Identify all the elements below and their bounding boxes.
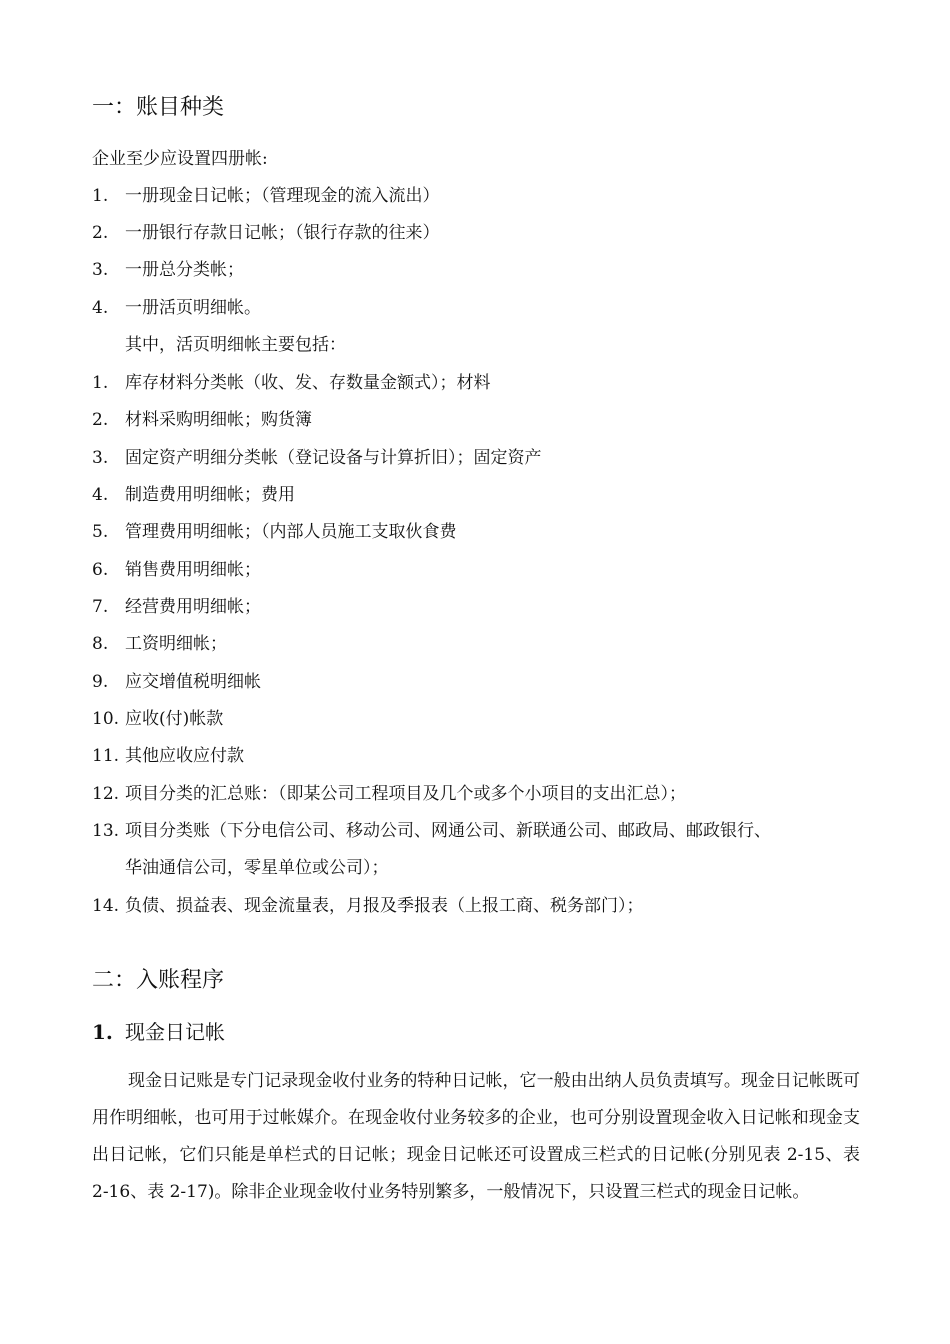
list-text: 应收(付)帐款 bbox=[125, 709, 224, 729]
list-number: 8. bbox=[92, 634, 109, 654]
list-item bbox=[92, 707, 223, 731]
list-text: 一册银行存款日记帐；（银行存款的往来） bbox=[125, 223, 440, 243]
list-number: 1. bbox=[92, 186, 109, 206]
list-item bbox=[92, 670, 261, 694]
list-item bbox=[92, 782, 686, 806]
subsection-number: 1. bbox=[92, 1020, 113, 1044]
section-1-heading: 一：账目种类 bbox=[92, 95, 225, 120]
list-item bbox=[92, 221, 440, 245]
list-text: 库存材料分类帐（收、发、存数量金额式）；材料 bbox=[125, 373, 491, 393]
list-number: 2. bbox=[92, 223, 109, 243]
list-number: 10. bbox=[92, 709, 120, 729]
list-text: 负债、损益表、现金流量表，月报及季报表（上报工商、税务部门）； bbox=[125, 896, 644, 916]
list-text: 项目分类账（下分电信公司、移动公司、网通公司、新联通公司、邮政局、邮政银行、 bbox=[125, 821, 771, 841]
list-item bbox=[92, 632, 227, 656]
list-item-continuation bbox=[92, 856, 389, 880]
list-item bbox=[92, 296, 261, 320]
list-text: 经营费用明细帐； bbox=[125, 597, 261, 617]
section-2-heading: 二：入账程序 bbox=[92, 968, 225, 993]
list-item bbox=[92, 408, 312, 432]
list-number: 13. bbox=[92, 821, 120, 841]
list-number: 3. bbox=[92, 448, 109, 468]
list-text: 管理费用明细帐；（内部人员施工支取伙食费 bbox=[125, 522, 457, 542]
list-text: 材料采购明细帐；购货簿 bbox=[125, 410, 312, 430]
list-number: 4. bbox=[92, 485, 109, 505]
sub-intro: 其中，活页明细帐主要包括： bbox=[125, 335, 346, 355]
list-number: 5. bbox=[92, 522, 109, 542]
body-paragraph: 现金日记账是专门记录现金收付业务的特种日记帐，它一般由出纳人员负责填写。现金日记帐既可用作明细帐，也可用于过帐媒介。在现金收付业务较多的企业，也可分别设置现金收入日记帐和现金支出日记帐，它们只能是单栏式的日记帐；现金日记帐还可设置成三栏式的日记帐(分别见表 2-15、表 2-16、表 2-17)。除非企业现金收付业务特别繁多，一般情况下，只设置三栏式的现金日记帐。 bbox=[92, 1071, 860, 1202]
list-item bbox=[92, 483, 295, 507]
list-number: 11. bbox=[92, 746, 120, 766]
list-number: 14. bbox=[92, 896, 120, 916]
subsection-heading bbox=[92, 1019, 225, 1045]
section-1-intro: 企业至少应设置四册帐: bbox=[92, 149, 268, 169]
list-item bbox=[92, 520, 457, 544]
list-number: 6. bbox=[92, 560, 109, 580]
list-text: 销售费用明细帐； bbox=[125, 560, 261, 580]
list-item bbox=[92, 558, 261, 582]
list-text: 其他应收应付款 bbox=[125, 746, 244, 766]
list-number: 1. bbox=[92, 373, 109, 393]
list-text: 应交增值税明细帐 bbox=[125, 672, 261, 692]
list-text: 工资明细帐； bbox=[125, 634, 227, 654]
list-text: 华油通信公司，零星单位或公司）； bbox=[125, 858, 389, 878]
list-text: 项目分类的汇总账：（即某公司工程项目及几个或多个小项目的支出汇总）； bbox=[125, 784, 686, 804]
list-text: 制造费用明细帐；费用 bbox=[125, 485, 295, 505]
subsection-title: 现金日记帐 bbox=[125, 1020, 225, 1044]
list-item bbox=[92, 184, 440, 208]
list-item bbox=[92, 371, 491, 395]
list-item bbox=[92, 446, 542, 470]
list-item bbox=[92, 744, 244, 768]
list-number: 3. bbox=[92, 260, 109, 280]
list-number: 9. bbox=[92, 672, 109, 692]
list-text: 一册总分类帐； bbox=[125, 260, 244, 280]
list-item bbox=[92, 595, 261, 619]
list-text: 一册活页明细帐。 bbox=[125, 298, 261, 318]
list-item bbox=[92, 819, 771, 843]
list-text: 一册现金日记帐；（管理现金的流入流出） bbox=[125, 186, 440, 206]
list-number: 7. bbox=[92, 597, 109, 617]
list-item bbox=[92, 894, 644, 918]
list-number: 4. bbox=[92, 298, 109, 318]
list-item bbox=[92, 258, 244, 282]
list-text: 固定资产明细分类帐（登记设备与计算折旧）；固定资产 bbox=[125, 448, 542, 468]
list-number: 2. bbox=[92, 410, 109, 430]
list-number: 12. bbox=[92, 784, 120, 804]
